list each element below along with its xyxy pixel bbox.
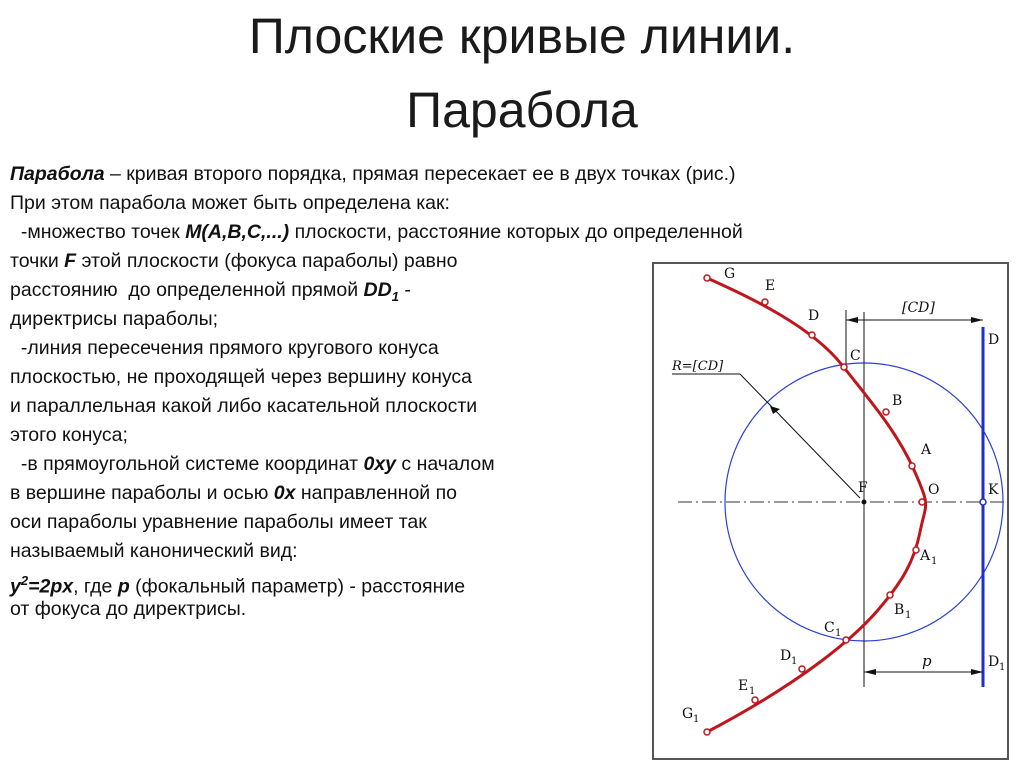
text-line-13: оси параболы уравнение параболы имеет так (10, 511, 427, 533)
text-fragment: (фокальный параметр) - расстояние (129, 575, 466, 598)
label-a1-sub: 1 (931, 556, 938, 567)
point-a1 (913, 547, 919, 553)
label-a1: A (920, 548, 931, 564)
text-line-1 (10, 160, 736, 189)
label-directrix-top: D (988, 332, 1000, 348)
point-labels (682, 266, 1005, 725)
text-fragment: с началом (396, 453, 495, 475)
point-k (980, 499, 986, 505)
label-b1: B (894, 602, 905, 618)
point-g1 (704, 729, 710, 735)
radius-label: R=[CD] (672, 359, 724, 374)
label-directrix-bottom-sub: 1 (999, 662, 1006, 673)
point-f (862, 500, 867, 505)
dim-cd-arrow-right (971, 317, 983, 323)
point-b1 (887, 592, 893, 598)
text-fragment: , где (73, 575, 118, 598)
text-line-10: этого конуса; (10, 424, 128, 446)
coord-system: 0xy (363, 453, 397, 475)
text-fragment: направленной по (295, 482, 457, 504)
dim-cd-arrow-left (846, 317, 858, 323)
point-e1 (752, 697, 758, 703)
text-fragment: -в прямоугольной системе координат (10, 453, 364, 475)
dim-p-arrow-right (971, 669, 983, 675)
parabola-figure (652, 262, 1012, 762)
directrix-symbol: DD (363, 279, 392, 301)
term-parabola: Парабола (10, 163, 105, 185)
text-fragment: - (398, 279, 411, 301)
text-line-7: -линия пересечения прямого кругового конуса (10, 337, 439, 359)
radius-arrow (770, 406, 780, 414)
label-directrix-bottom: D (988, 654, 1000, 670)
dim-cd-label: [CD] (902, 300, 935, 316)
text-line-9: и параллельная какой либо касательной плоскости (10, 395, 478, 417)
text-fragment: расстоянию до определенной прямой (10, 279, 364, 301)
text-line-12 (10, 479, 457, 508)
focus-symbol: F (64, 250, 77, 272)
label-d1-sub: 1 (791, 656, 798, 667)
label-b: B (892, 393, 903, 409)
axis-symbol: 0x (273, 482, 296, 504)
text-line-14: называемый канонический вид: (10, 540, 298, 562)
label-c1-sub: 1 (835, 628, 842, 639)
point-c (841, 364, 847, 370)
equation-y: y (10, 575, 21, 598)
point-o (919, 499, 925, 505)
dim-p-label: p (922, 652, 932, 670)
text-fragment: этой плоскости (фокуса параболы) равно (76, 250, 458, 272)
title-line-2: Парабола (406, 82, 638, 138)
parabola-curve (707, 278, 926, 732)
text-fragment: плоскости, расстояние которых до определенной (289, 221, 743, 243)
label-c1: C (824, 620, 835, 636)
point-d (809, 332, 815, 338)
text-fragment: в вершине параболы и осью (10, 482, 274, 504)
figure-frame (653, 263, 1008, 759)
text-line-8: плоскостью, не проходящей через вершину конуса (10, 366, 472, 388)
text-line-16: от фокуса до директрисы. (10, 598, 247, 620)
label-o: O (928, 482, 940, 498)
points-set: M(A,B,C,...) (185, 221, 290, 243)
label-d1: D (780, 648, 792, 664)
text-line-2: При этом парабола может быть определена как: (10, 192, 450, 214)
text-fragment: – кривая второго порядка, прямая пересекает ее в двух точках (рис.) (104, 163, 736, 185)
label-g: G (724, 266, 736, 282)
point-b (883, 409, 889, 415)
directrix-subscript: 1 (391, 288, 399, 304)
point-g (704, 275, 710, 281)
label-g1: G (682, 706, 694, 722)
text-line-3 (10, 218, 743, 247)
label-d: D (808, 308, 820, 324)
label-g1-sub: 1 (693, 714, 700, 725)
label-e1-sub: 1 (749, 686, 756, 697)
text-fragment: точки (10, 250, 65, 272)
dim-p-arrow-left (864, 669, 876, 675)
label-a: A (921, 442, 932, 458)
focal-parameter-symbol: p (117, 575, 130, 598)
title-line-1: Плоские кривые линии. (248, 8, 796, 64)
point-d1 (799, 666, 805, 672)
label-c: C (850, 348, 861, 364)
text-line-6: директрисы параболы; (10, 308, 219, 330)
radius-leader (740, 374, 860, 498)
text-fragment: -множество точек (10, 221, 186, 243)
point-a (909, 463, 915, 469)
point-e (762, 299, 768, 305)
slide-title (0, 6, 1024, 140)
label-e: E (765, 278, 776, 294)
equation-exponent: 2 (20, 573, 29, 588)
label-e1: E (738, 678, 749, 694)
equation-rhs: =2px (28, 575, 74, 598)
label-b1-sub: 1 (905, 610, 912, 621)
text-line-4 (10, 247, 458, 276)
label-k: K (988, 482, 999, 498)
label-f: F (858, 480, 868, 496)
point-c1 (843, 637, 849, 643)
text-line-11 (10, 450, 495, 479)
